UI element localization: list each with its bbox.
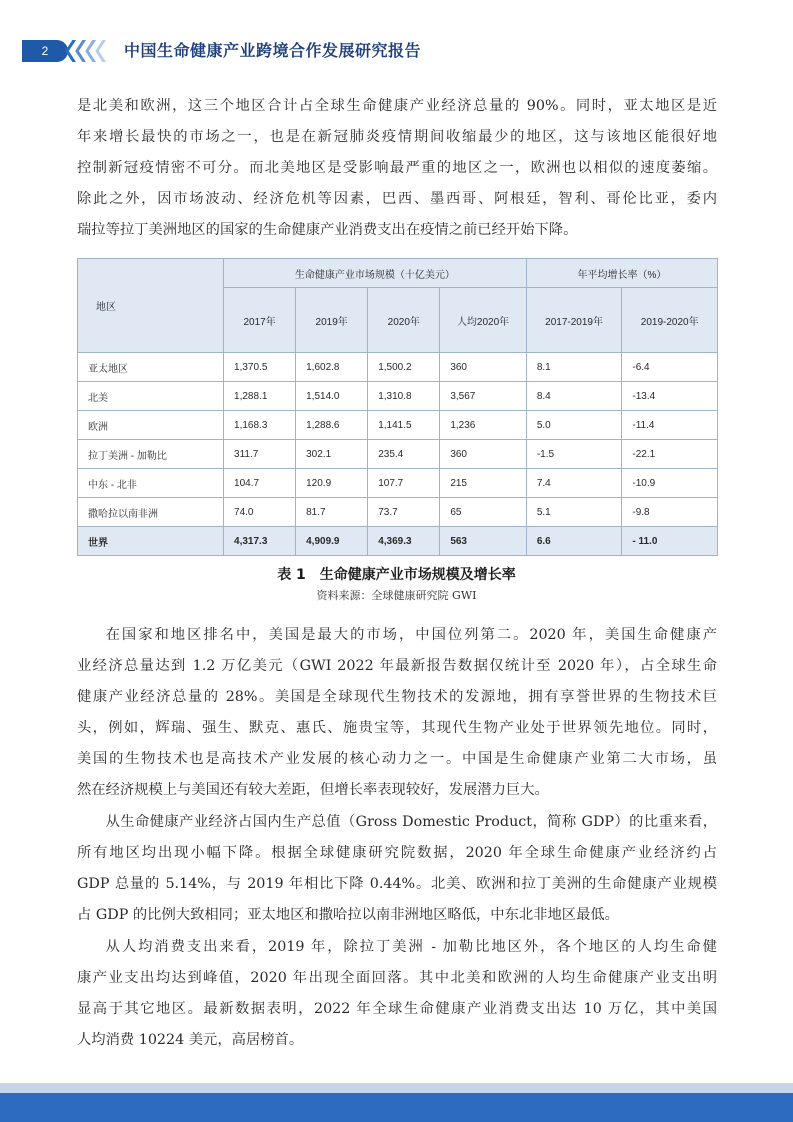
table-cell: 360 <box>440 440 527 469</box>
table-cell: 中东 - 北非 <box>78 469 224 498</box>
table-cell: -13.4 <box>622 382 718 411</box>
table-cell: 世界 <box>78 527 224 556</box>
table-cell: 4,909.9 <box>296 527 368 556</box>
market-size-table <box>77 258 718 556</box>
text-line: 然在经济规模上与美国还有较大差距，但增长率表现较好，发展潜力巨大。 <box>77 782 549 798</box>
table-cell: -6.4 <box>622 353 718 382</box>
paragraph-2 <box>77 620 717 806</box>
column-header: 2017-2019年 <box>526 288 622 353</box>
table-cell: 亚太地区 <box>78 353 224 382</box>
table-cell: 1,288.6 <box>296 411 368 440</box>
text-line: 是北美和欧洲，这三个地区合计占全球生命健康产业经济总量的 90%。同时，亚太地区是近 <box>77 98 717 114</box>
table-caption: 表 1 生命健康产业市场规模及增长率 <box>277 567 516 583</box>
paragraph-3 <box>77 807 717 931</box>
text-line: 除此之外，因市场波动、经济危机等因素，巴西、墨西哥、阿根廷，智利、哥伦比亚，委内 <box>77 191 717 207</box>
text-line: 从人均消费支出来看，2019 年，除拉丁美洲 - 加勒比地区外，各个地区的人均生命健 <box>105 939 717 955</box>
table-cell: -22.1 <box>622 440 718 469</box>
table-cell: 5.0 <box>526 411 622 440</box>
table-cell: 5.1 <box>526 498 622 527</box>
table-cell: - 11.0 <box>622 527 718 556</box>
text-line: GDP 总量的 5.14%，与 2019 年相比下降 0.44%。北美、欧洲和拉丁美洲的生命健康产业规模 <box>77 876 717 892</box>
table-cell: 7.4 <box>526 469 622 498</box>
text-line: 在国家和地区排名中，美国是最大的市场，中国位列第二。2020 年，美国生命健康产 <box>105 627 717 643</box>
chevron-decoration <box>64 40 104 62</box>
table-cell: 1,370.5 <box>224 353 296 382</box>
table-cell: 4,317.3 <box>224 527 296 556</box>
text-line: 控制新冠疫情密不可分。而北美地区是受影响最严重的地区之一，欧洲也以相似的速度萎缩。 <box>77 160 717 176</box>
table-cell: 65 <box>440 498 527 527</box>
table-row <box>78 411 718 440</box>
table-cell: 撒哈拉以南非洲 <box>78 498 224 527</box>
market-group-header: 生命健康产业市场规模（十亿美元） <box>224 259 527 288</box>
text-line: 从生命健康产业经济占国内生产总值（Gross Domestic Product，简称 GDP）的比重来看， <box>105 814 717 830</box>
table-cell: 1,514.0 <box>296 382 368 411</box>
table-cell: -10.9 <box>622 469 718 498</box>
chevron-icon <box>94 40 106 62</box>
table-cell: 1,500.2 <box>368 353 440 382</box>
table-cell: -1.5 <box>526 440 622 469</box>
chevron-icon <box>74 40 86 62</box>
table-cell: 1,236 <box>440 411 527 440</box>
table-cell: 8.1 <box>526 353 622 382</box>
table-cell: 3,567 <box>440 382 527 411</box>
table-cell: 104.7 <box>224 469 296 498</box>
table-total-row <box>78 527 718 556</box>
table-row <box>78 382 718 411</box>
table-row <box>78 498 718 527</box>
table-cell: 4,369.3 <box>368 527 440 556</box>
report-title: 中国生命健康产业跨境合作发展研究报告 <box>124 41 422 60</box>
chevron-icon <box>84 40 96 62</box>
table-cell: 73.7 <box>368 498 440 527</box>
table-cell: 拉丁美洲 - 加勒比 <box>78 440 224 469</box>
table-cell: 8.4 <box>526 382 622 411</box>
table-cell: 北美 <box>78 382 224 411</box>
table-cell: -9.8 <box>622 498 718 527</box>
table-cell: 360 <box>440 353 527 382</box>
table-row <box>78 469 718 498</box>
table-cell: 1,141.5 <box>368 411 440 440</box>
table-cell: -11.4 <box>622 411 718 440</box>
text-line: 显高于其它地区。最新数据表明，2022 年全球生命健康产业消费支出达 10 万亿，其中美国 <box>77 1001 717 1017</box>
column-header: 人均2020年 <box>440 288 527 353</box>
paragraph-1 <box>77 91 717 246</box>
text-line: 占 GDP 的比例大致相同；亚太地区和撒哈拉以南非洲地区略低，中东北非地区最低。 <box>77 907 619 923</box>
paragraph-4 <box>77 932 717 1056</box>
growth-group-header: 年平均增长率（%） <box>526 259 717 288</box>
column-header: 2020年 <box>368 288 440 353</box>
table-cell: 欧洲 <box>78 411 224 440</box>
table-cell: 235.4 <box>368 440 440 469</box>
text-line: 美国的生物技术也是高技术产业发展的核心动力之一。中国是生命健康产业第二大市场，虽 <box>77 751 717 767</box>
table-row <box>78 353 718 382</box>
column-header: 2019-2020年 <box>622 288 718 353</box>
column-header: 2017年 <box>224 288 296 353</box>
page-header <box>0 0 793 80</box>
table-cell: 311.7 <box>224 440 296 469</box>
text-line: 年来增长最快的市场之一，也是在新冠肺炎疫情期间收缩最少的地区，这与该地区能很好地 <box>77 129 717 145</box>
table-cell: 74.0 <box>224 498 296 527</box>
table-cell: 81.7 <box>296 498 368 527</box>
table-row <box>78 440 718 469</box>
text-line: 健康产业经济总量的 28%。美国是全球现代生物技术的发源地，拥有享誉世界的生物技术巨 <box>77 689 717 705</box>
table-cell: 1,288.1 <box>224 382 296 411</box>
table-cell: 1,310.8 <box>368 382 440 411</box>
text-line: 业经济总量达到 1.2 万亿美元（GWI 2022 年最新报告数据仅统计至 2020 年），占全球生命 <box>77 658 717 674</box>
column-header: 2019年 <box>296 288 368 353</box>
table-cell: 120.9 <box>296 469 368 498</box>
table-header-row <box>78 259 718 288</box>
chevron-icon <box>64 40 76 62</box>
page-number: 2 <box>22 40 68 62</box>
table-cell: 107.7 <box>368 469 440 498</box>
table-cell: 6.6 <box>526 527 622 556</box>
region-header: 地区 <box>78 259 224 353</box>
text-line: 人均消费 10224 美元，高居榜首。 <box>77 1032 304 1048</box>
table-cell: 302.1 <box>296 440 368 469</box>
text-line: 康产业支出均达到峰值，2020 年出现全面回落。其中北美和欧洲的人均生命健康产业支出明 <box>77 970 717 986</box>
text-line: 头，例如，辉瑞、强生、默克、惠氏、施贵宝等，其现代生物产业处于世界领先地位。同时， <box>77 720 717 736</box>
text-line: 瑞拉等拉丁美洲地区的国家的生命健康产业消费支出在疫情之前已经开始下降。 <box>77 222 578 238</box>
text-line: 所有地区均出现小幅下降。根据全球健康研究院数据，2020 年全球生命健康产业经济约占 <box>77 845 717 861</box>
table-cell: 563 <box>440 527 527 556</box>
footer-band-dark <box>0 1093 793 1122</box>
table-cell: 1,168.3 <box>224 411 296 440</box>
footer-band-light <box>0 1083 793 1093</box>
table-cell: 1,602.8 <box>296 353 368 382</box>
table-cell: 215 <box>440 469 527 498</box>
table-source: 资料来源：全球健康研究院 GWI <box>316 589 477 602</box>
